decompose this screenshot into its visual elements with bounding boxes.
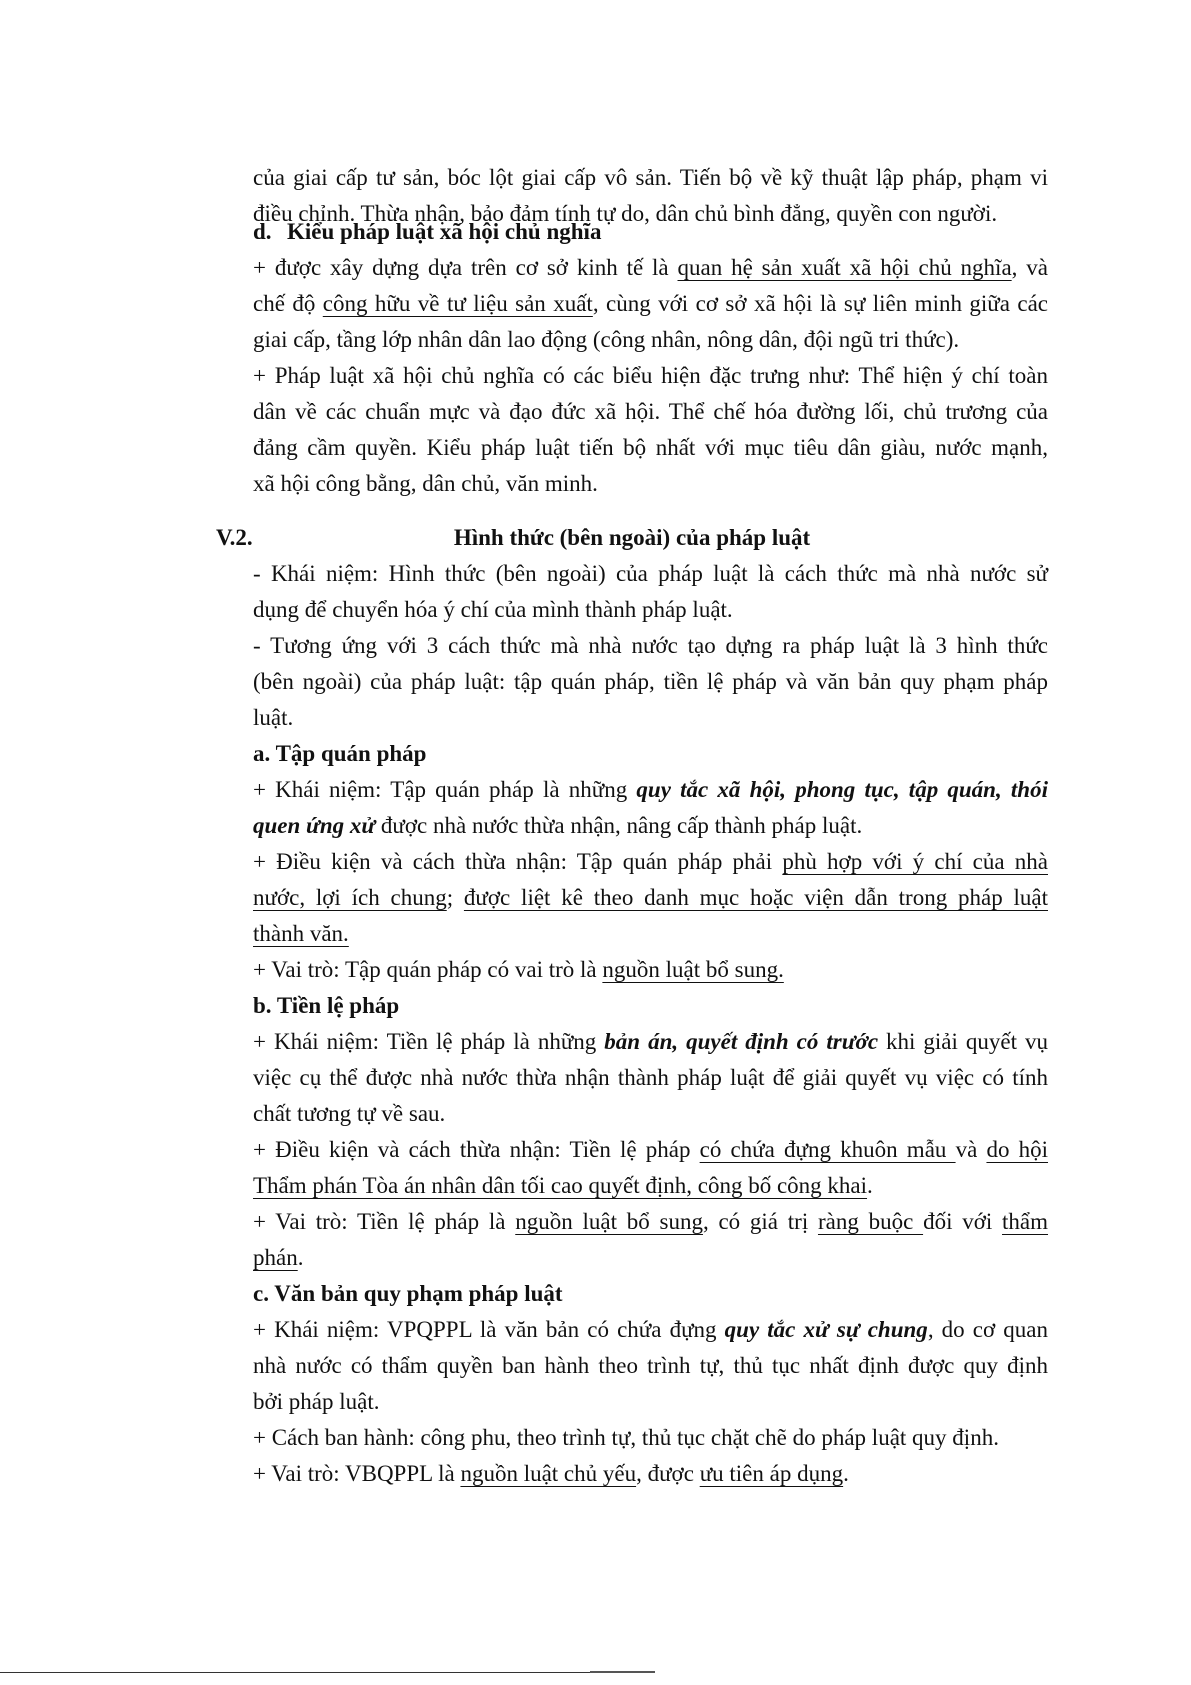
text-span: . [297,1245,304,1270]
text-line: + Cách ban hành: công phu, theo trình tự, thủ tục chặt chẽ do pháp luật quy định. [253,1425,999,1450]
text-line [253,1168,1048,1204]
text-span: ; [446,885,464,910]
text-span: , được [636,1461,700,1486]
section-v2-number: V.2. [216,525,253,550]
footer-rule [0,1672,655,1673]
text-line [253,1204,1048,1240]
text-line: luật. [253,705,294,730]
text-span: + Khái niệm: Tập quán pháp là những [253,777,637,802]
text-span: . [843,1461,849,1486]
text-span: + Điều kiện và cách thừa nhận: Tiền lệ pháp [253,1137,700,1162]
text-span: + Vai trò: VBQPPL là [253,1461,461,1486]
text-line [253,250,1048,286]
text-line: xã hội công bằng, dân chủ, văn minh. [253,471,598,496]
text-span: , có giá trị [702,1209,818,1234]
text-line: - Tương ứng với 3 cách thức mà nhà nước tạo dựng ra pháp luật là 3 hình thức [253,633,1048,658]
text-line [253,1240,1048,1276]
text-span: + Vai trò: Tập quán pháp có vai trò là [253,957,603,982]
text-line [253,916,1048,952]
underlined-text: nguồn luật bổ sung. [602,957,784,982]
text-span: đối với [923,1209,1003,1234]
section-d-title: Kiểu pháp luật xã hội chủ nghĩa [287,219,602,244]
text-line: điều chỉnh. Thừa nhận, bảo đảm tính tự do, dân chủ bình đẳng, quyền con người. [253,201,998,226]
text-span: + Điều kiện và cách thừa nhận: Tập quán pháp phải [253,849,783,874]
text-line [253,286,1048,322]
text-line [253,952,1048,988]
underlined-text: được liệt kê theo danh mục hoặc viện dẫn trong pháp luật [463,885,1048,910]
text-span: chế độ [253,291,323,316]
section-d-number: d. [253,219,272,244]
underlined-text: do hội [986,1137,1049,1162]
text-line [253,808,1048,844]
text-span: , do cơ quan [927,1317,1048,1342]
section-a-title: a. Tập quán pháp [253,741,427,766]
emphasis-text: quy tắc xử sự chung [724,1317,928,1342]
text-span: + Khái niệm: Tiền lệ pháp là những [253,1029,605,1054]
text-line: - Khái niệm: Hình thức (bên ngoài) của pháp luật là cách thức mà nhà nước sử [253,561,1048,586]
text-span: , cùng với cơ sở xã hội là sự liên minh giữa các [592,291,1048,316]
text-span: và [955,1137,987,1162]
text-span: , và [1011,255,1048,280]
section-v2-title: Hình thức (bên ngoài) của pháp luật [453,525,811,550]
section-b [253,988,1048,1276]
emphasis-text: quy tắc xã hội, phong tục, tập quán, thói [636,777,1048,802]
underlined-text: công hữu về tư liệu sản xuất [322,291,593,316]
text-span: + được xây dựng dựa trên cơ sở kinh tế là [253,255,678,280]
underlined-text: phù hợp với ý chí của nhà [782,849,1048,874]
text-line [253,880,1048,916]
emphasis-text: bản án, quyết định có trước [604,1029,879,1054]
text-line: chất tương tự về sau. [253,1101,446,1126]
text-line: bởi pháp luật. [253,1389,380,1414]
section-b-title: b. Tiền lệ pháp [253,993,400,1018]
underlined-text: Thẩm phán Tòa án nhân dân tối cao quyết định, công bố công khai [253,1173,868,1198]
underlined-text: thẩm [1002,1209,1049,1234]
text-line: của giai cấp tư sản, bóc lột giai cấp vô sản. Tiến bộ về kỹ thuật lập pháp, phạm vi [253,165,1048,190]
text-line: việc cụ thể được nhà nước thừa nhận thành pháp luật để giải quyết vụ việc có tính [253,1065,1048,1090]
text-span: khi giải quyết vụ [878,1029,1048,1054]
section-d-heading [253,214,1048,250]
text-line: nhà nước có thẩm quyền ban hành theo trình tự, thủ tục nhất định được quy định [253,1353,1048,1378]
underlined-text: thành văn. [253,921,349,946]
text-line: giai cấp, tầng lớp nhân dân lao động (công nhân, nông dân, đội ngũ tri thức). [253,327,960,352]
text-line [253,844,1048,880]
text-line [253,1456,1048,1492]
underlined-text: ưu tiên áp dụng [699,1461,844,1486]
text-span: + Vai trò: Tiền lệ pháp là [253,1209,516,1234]
text-line: đảng cầm quyền. Kiểu pháp luật tiến bộ nhất với mục tiêu dân giàu, nước mạnh, [253,435,1048,460]
text-line: dụng để chuyển hóa ý chí của mình thành pháp luật. [253,597,733,622]
underlined-text: quan hệ sản xuất xã hội chủ nghĩa [677,255,1012,280]
section-d [253,214,1048,502]
text-line [253,1024,1048,1060]
underlined-text: ràng buộc [817,1209,924,1234]
text-span: + Khái niệm: VPQPPL là văn bản có chứa đựng [253,1317,725,1342]
text-line: dân về các chuẩn mực và đạo đức xã hội. Thể chế hóa đường lối, chủ trương của [253,399,1048,424]
text-line: (bên ngoài) của pháp luật: tập quán pháp, tiền lệ pháp và văn bản quy phạm pháp [253,669,1048,694]
text-span: được nhà nước thừa nhận, nâng cấp thành pháp luật. [375,813,863,838]
text-line [253,1132,1048,1168]
underlined-text: nguồn luật bổ sung [515,1209,703,1234]
underlined-text: có chứa đựng khuôn mẫu [699,1137,956,1162]
underlined-text: phán [253,1245,298,1270]
underlined-text: nước, lợi ích chung [253,885,447,910]
section-c [253,1276,1048,1492]
section-a [253,736,1048,988]
section-c-title: c. Văn bản quy phạm pháp luật [253,1281,563,1306]
text-span: . [867,1173,873,1198]
text-line [253,1312,1048,1348]
section-v2-body [253,556,1048,736]
emphasis-text: quen ứng xử [253,813,376,838]
text-line: + Pháp luật xã hội chủ nghĩa có các biểu hiện đặc trưng như: Thể hiện ý chí toàn [253,363,1048,388]
section-v2-heading [216,520,1048,556]
footer-rule-mark [590,1671,655,1673]
underlined-text: nguồn luật chủ yếu [460,1461,637,1486]
text-line [253,772,1048,808]
